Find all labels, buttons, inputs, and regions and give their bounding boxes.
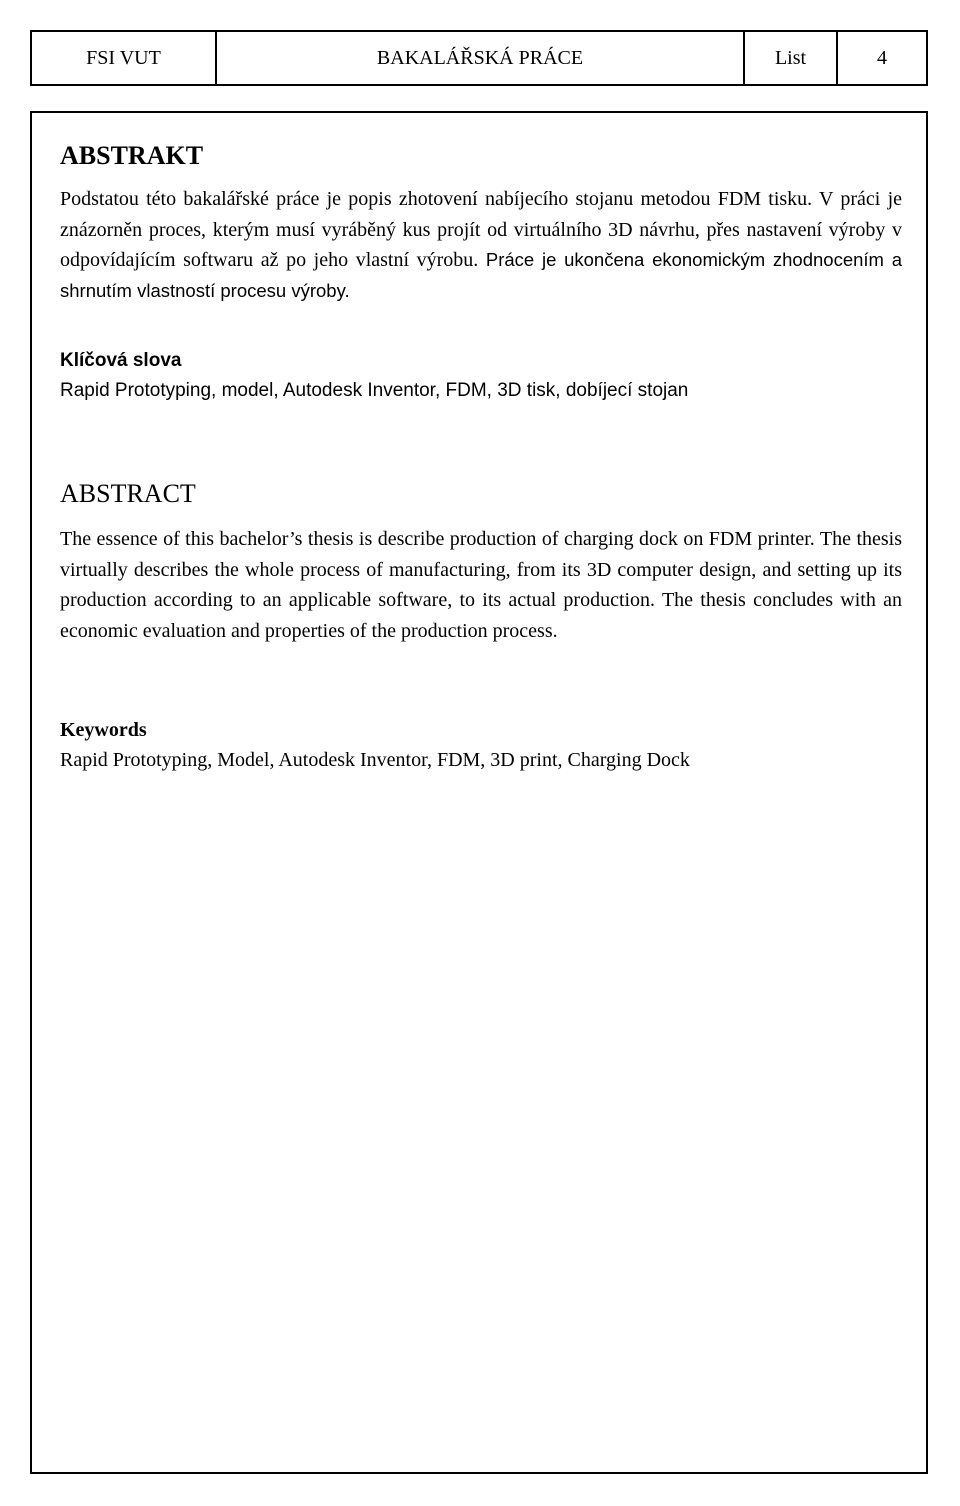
abstrakt-title: ABSTRAKT bbox=[60, 141, 204, 170]
page-content-frame bbox=[30, 111, 928, 1474]
abstract-keywords-title: Keywords bbox=[60, 719, 147, 741]
abstract-keywords: Rapid Prototyping, Model, Autodesk Inventor, FDM, 3D print, Charging Dock bbox=[60, 749, 690, 771]
abstrakt-paragraph bbox=[60, 184, 902, 306]
abstrakt-text-part1: Podstatou této bakalářské práce je popis zhotovení nabíjecího stojanu metodou FDM tisku. V práci je znázorněn proces, kterým musí vyráběný kus projít od virtuálního 3D návrhu, přes nastavení výroby v odpovídajícím softwaru až po jeho vlastní výrobu. bbox=[60, 188, 902, 272]
abstrakt-keywords-block bbox=[60, 346, 902, 406]
abstrakt-keywords-title: Klíčová slova bbox=[60, 350, 182, 371]
header-page-number: 4 bbox=[877, 46, 887, 69]
abstrakt-text-part2: Práce je ukončena ekonomickým zhodnocením a shrnutím vlastností procesu výroby. bbox=[60, 249, 902, 301]
page-header bbox=[30, 30, 928, 86]
abstract-keywords-block bbox=[60, 715, 902, 775]
abstract-section bbox=[60, 479, 902, 509]
abstrakt-body bbox=[60, 184, 902, 306]
abstract-paragraph: The essence of this bachelor’s thesis is describe production of charging dock on FDM printer. The thesis virtually describes the whole process of manufacturing, from its 3D computer design, and setting up its production according to an applicable software, to its actual production. The thesis concludes with an economic evaluation and properties of the production process. bbox=[60, 528, 902, 642]
abstrakt-section bbox=[60, 141, 902, 171]
header-sheet-label: List bbox=[745, 32, 838, 84]
header-thesis-type: BAKALÁŘSKÁ PRÁCE bbox=[217, 32, 745, 84]
abstrakt-keywords: Rapid Prototyping, model, Autodesk Inventor, FDM, 3D tisk, dobíjecí stojan bbox=[60, 380, 689, 401]
abstract-title: ABSTRACT bbox=[60, 479, 196, 508]
abstract-body bbox=[60, 524, 902, 646]
header-institution: FSI VUT bbox=[32, 32, 217, 84]
